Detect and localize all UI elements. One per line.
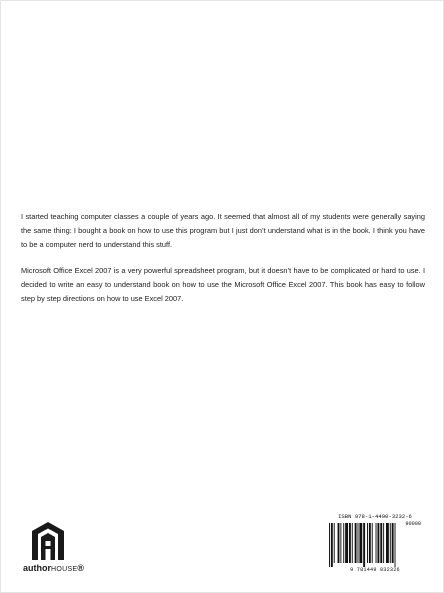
barcode-bar: [355, 523, 357, 563]
barcode-bar: [359, 523, 362, 563]
barcode-bar: [334, 523, 335, 563]
price-code: 90000: [405, 521, 421, 527]
isbn-label: ISBN 978-1-4490-3232-6: [338, 513, 412, 520]
barcode-bar: [367, 523, 368, 563]
isbn-barcode: [327, 513, 423, 573]
blurb-paragraph-2: Microsoft Office Excel 2007 is a very powerful spreadsheet program, but it doesn’t have to be complicated or hard to use. I decided to write an easy to understand book on how to use the Microsoft Office Excel 2007. This book has easy to follow step by step directions on how to use Excel 2007.: [21, 266, 425, 303]
barcode-bar: [340, 523, 341, 563]
barcode-icon: [329, 523, 421, 567]
back-cover-blurb: [21, 210, 425, 318]
barcode-bar: [345, 523, 348, 563]
barcode-bar: [380, 523, 382, 563]
barcode-bar: [390, 523, 391, 563]
publisher-name: [23, 563, 84, 573]
barcode-bar: [383, 523, 384, 563]
barcode-bar: [352, 523, 353, 563]
barcode-bar: [349, 523, 351, 563]
authorhouse-logo-icon: [31, 521, 65, 561]
barcode-bar: [358, 523, 359, 563]
barcode-bar: [331, 523, 333, 567]
publisher-name-part2: HOUSE: [51, 566, 78, 573]
barcode-bar: [372, 523, 373, 563]
publisher-registered-mark: ®: [77, 563, 85, 573]
barcode-bar: [386, 523, 389, 563]
publisher-logo: [23, 521, 103, 577]
barcode-bar: [369, 523, 371, 563]
barcode-bar: [338, 523, 340, 563]
barcode-bar: [395, 523, 396, 567]
barcode-bar: [377, 523, 379, 563]
barcode-bar: [376, 523, 377, 563]
blurb-paragraph-1: I started teaching computer classes a couple of years ago. It seemed that almost all of my students were generally saying the same thing: I bought a book on how to use this program but I just don’t understand what is in the book. I think you have to be a computer nerd to understand this stuff.: [21, 212, 425, 249]
barcode-bar: [329, 523, 330, 567]
barcode-bar: [343, 523, 344, 563]
barcode-bar: [392, 523, 394, 563]
publisher-name-part1: author: [23, 563, 51, 573]
barcode-bar: [363, 523, 365, 567]
ean-digits: 9 781449 032326: [350, 567, 400, 573]
